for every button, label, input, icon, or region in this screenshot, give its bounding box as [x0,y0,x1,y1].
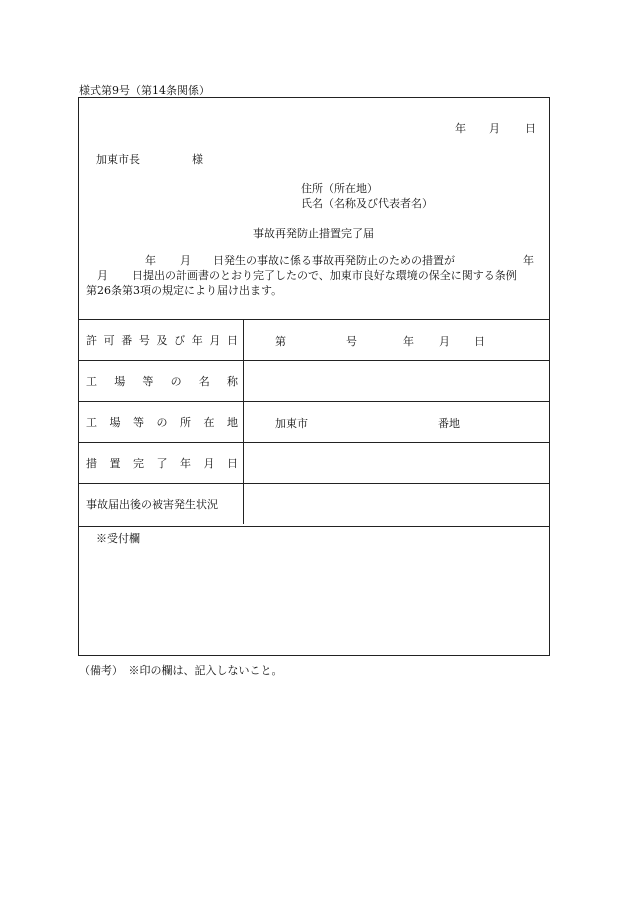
table-row [79,320,549,361]
body-month2: 月 [97,269,108,282]
applicant-name-label: 氏名（名称及び代表者名） [301,197,433,210]
facility-name-label: 工場等の名称 [79,361,244,402]
date-year: 年 [455,122,466,135]
document-title: 事故再発防止措置完了届 [253,227,374,240]
body-line1-text: 日発生の事故に係る事故再発防止のための措置が [213,254,455,267]
facility-address-suffix: 番地 [438,417,460,430]
table-row [79,402,549,443]
remarks-note: （備考） ※印の欄は、記入しないこと。 [79,664,283,677]
permit-number-suffix: 号 [346,335,357,348]
permit-number-value [244,320,550,361]
facility-address-value [244,402,550,443]
permit-number-prefix: 第 [275,335,286,348]
date-day: 日 [525,122,536,135]
permit-number-label: 許可番号及び年月日 [79,320,244,361]
addressee-honorific: 様 [192,153,203,166]
details-table [79,319,549,524]
body-line2-text: 日提出の計画書のとおり完了したので、加東市良好な環境の保全に関する条例 [132,269,517,282]
damage-status-label: 事故届出後の被害発生状況 [79,484,244,525]
completion-date-label: 措置完了年月日 [79,443,244,484]
facility-address-city: 加東市 [275,417,308,430]
form-number: 様式第9号（第14条関係） [79,84,210,97]
facility-name-value [244,361,550,402]
date-month: 月 [489,122,500,135]
permit-day: 日 [474,335,485,348]
body-year: 年 [145,254,156,267]
applicant-address-label: 住所（所在地） [301,182,378,195]
facility-address-label: 工場等の所在地 [79,402,244,443]
addressee-name: 加東市長 [96,153,140,166]
body-year2: 年 [523,254,534,267]
damage-status-value [244,484,550,525]
receipt-section [79,526,549,656]
receipt-label: ※受付欄 [96,532,140,545]
table-row [79,443,549,484]
table-row [79,484,549,525]
form-frame [78,97,550,656]
body-text [79,252,549,302]
completion-date-value [244,443,550,484]
table-row [79,361,549,402]
body-line3-text: 第26条第3項の規定により届け出ます。 [86,284,283,297]
permit-month: 月 [439,335,450,348]
body-month: 月 [180,254,191,267]
permit-year: 年 [403,335,414,348]
